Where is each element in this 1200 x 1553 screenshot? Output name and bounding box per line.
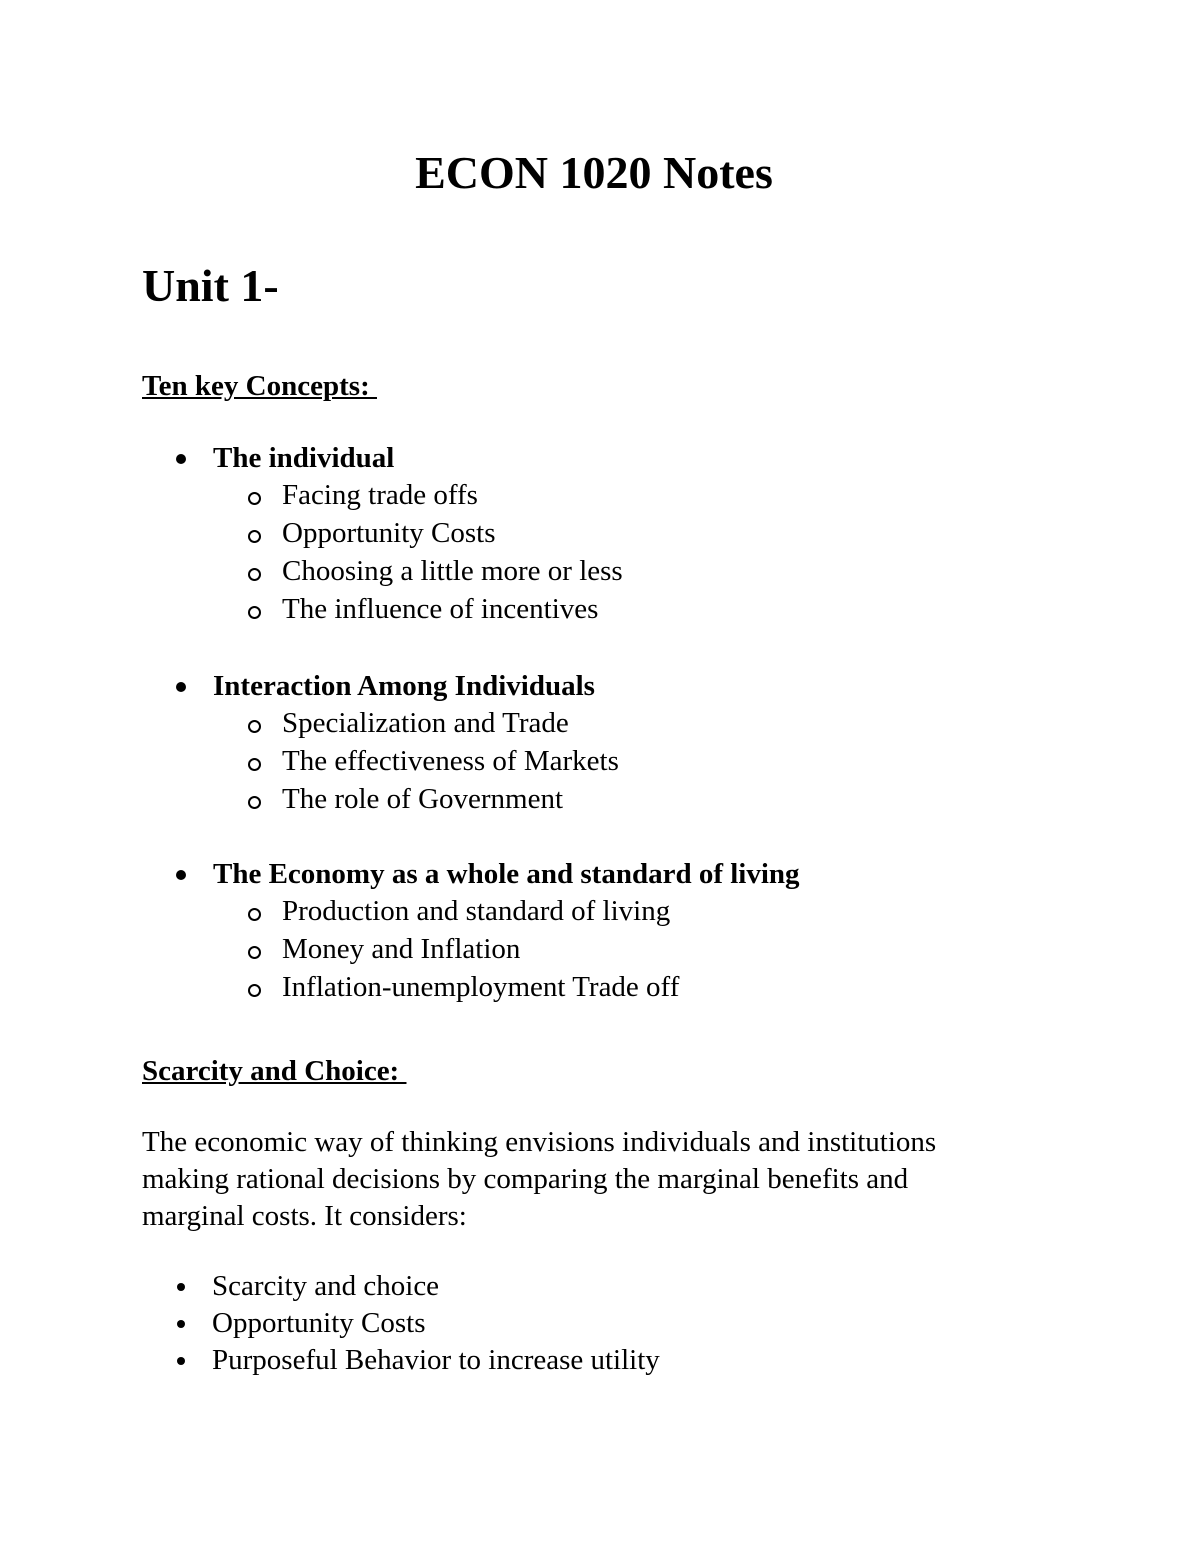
list-item-text: Production and standard of living <box>282 895 671 927</box>
hollow-bullet-icon <box>248 758 261 771</box>
scarcity-and-choice-heading: Scarcity and Choice: <box>142 1055 407 1087</box>
hollow-bullet-icon <box>248 492 261 505</box>
list-item-text: The influence of incentives <box>282 593 599 625</box>
bullet-icon <box>177 1283 185 1291</box>
concept-group-label: The Economy as a whole and standard of living <box>213 858 800 890</box>
bullet-icon <box>177 1357 185 1365</box>
unit-heading: Unit 1- <box>142 260 279 311</box>
hollow-bullet-icon <box>248 568 261 581</box>
hollow-bullet-icon <box>248 908 261 921</box>
paragraph-line: The economic way of thinking envisions individuals and institutions <box>142 1126 937 1158</box>
hollow-bullet-icon <box>248 946 261 959</box>
list-item-text: Choosing a little more or less <box>282 555 623 587</box>
list-item-text: Opportunity Costs <box>282 517 496 549</box>
ten-key-concepts-heading: Ten key Concepts: <box>142 370 377 402</box>
list-item-text: Specialization and Trade <box>282 707 569 739</box>
bullet-icon <box>176 870 186 880</box>
list-item-text: Money and Inflation <box>282 933 521 965</box>
hollow-bullet-icon <box>248 720 261 733</box>
concept-group-label: The individual <box>213 442 395 474</box>
bullet-icon <box>176 682 186 692</box>
list-item-text: Facing trade offs <box>282 479 478 511</box>
list-item-text: Scarcity and choice <box>212 1270 440 1302</box>
concept-group-label: Interaction Among Individuals <box>213 670 595 702</box>
paragraph-line: marginal costs. It considers: <box>142 1200 467 1232</box>
hollow-bullet-icon <box>248 606 261 619</box>
body-paragraph <box>142 1124 1042 1235</box>
list-item-text: The role of Government <box>282 783 564 815</box>
page-title: ECON 1020 Notes <box>415 147 773 198</box>
list-item-text: The effectiveness of Markets <box>282 745 619 777</box>
paragraph-line: making rational decisions by comparing the marginal benefits and <box>142 1163 909 1195</box>
list-item-text: Opportunity Costs <box>212 1307 426 1339</box>
bullet-icon <box>177 1320 185 1328</box>
bullet-icon <box>176 454 186 464</box>
list-item-text: Inflation-unemployment Trade off <box>282 971 680 1003</box>
hollow-bullet-icon <box>248 796 261 809</box>
hollow-bullet-icon <box>248 530 261 543</box>
hollow-bullet-icon <box>248 984 261 997</box>
list-item-text: Purposeful Behavior to increase utility <box>212 1344 660 1376</box>
